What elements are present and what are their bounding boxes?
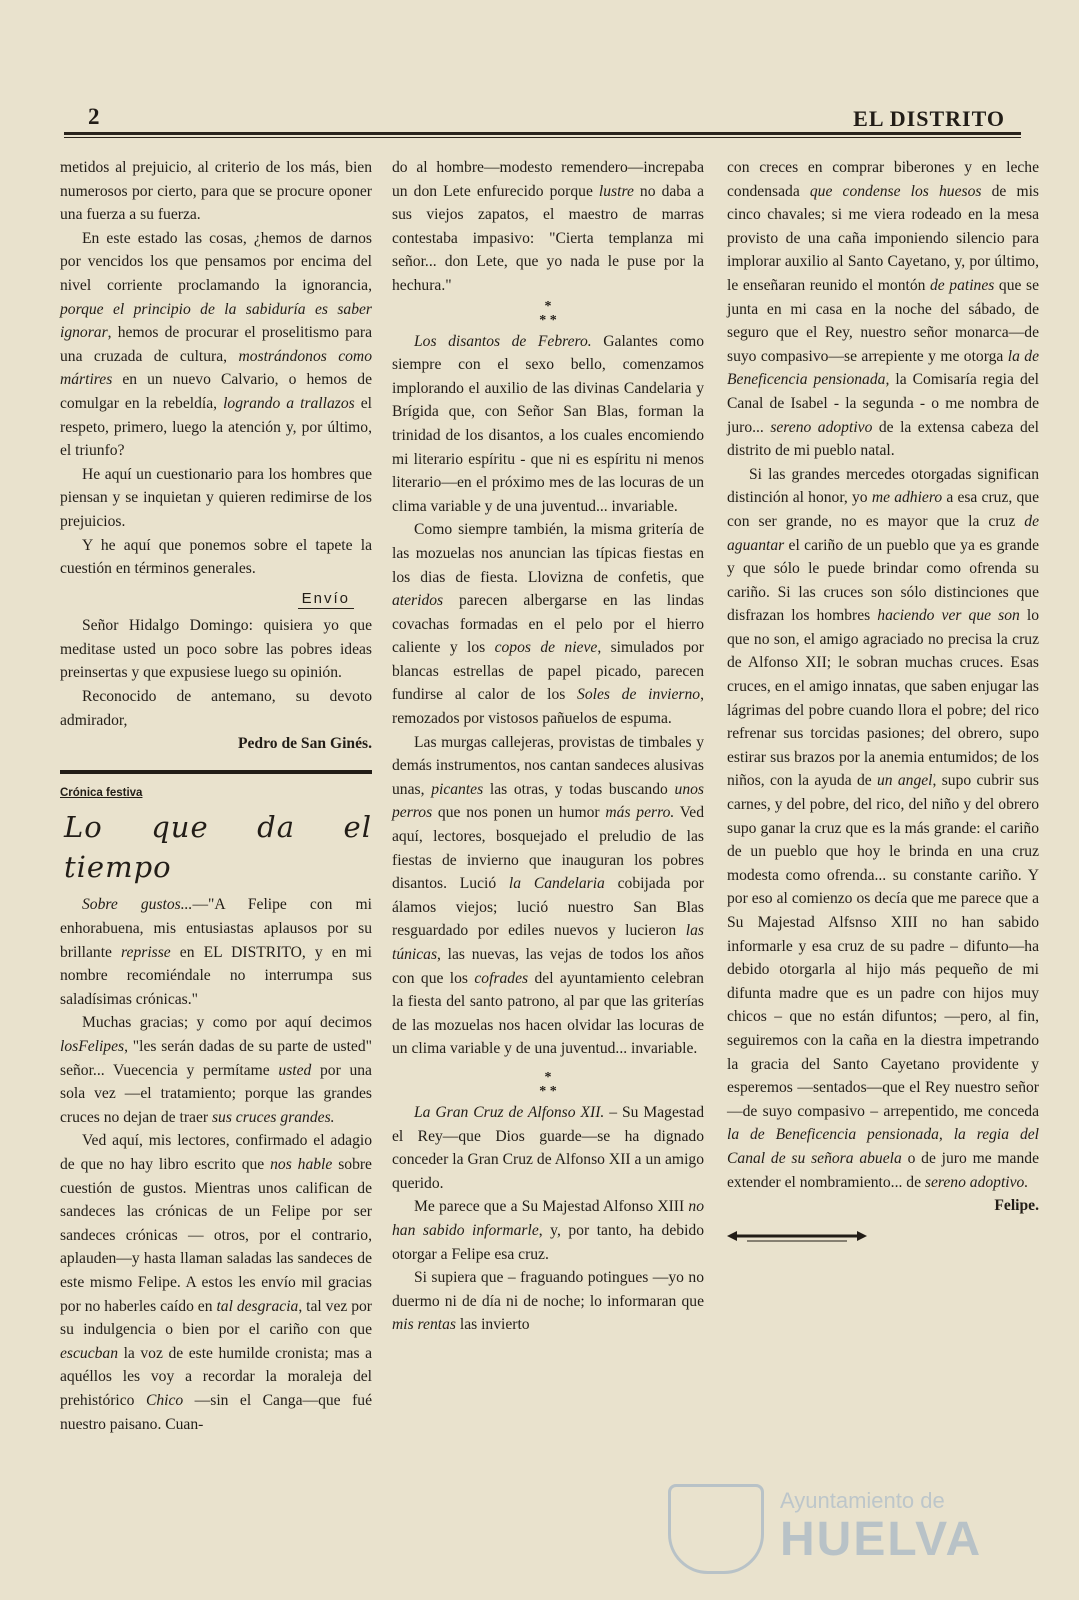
paragraph: Los disantos de Febrero. Galantes como siempre con el sexo bello, comenzamos implorando el auxilio de las divinas Candelaria y Brígida que, con Señor San Blas, forman la trinidad de los disantos, a los cuales encomiendo mi literario espíritu - que ni es espíritu ni menos literario—en el próximo mes de las locuras de un clima variable y de una juventud... invariable.	[392, 332, 705, 515]
paragraph: Reconocido de antemano, su devoto admirador,	[60, 688, 372, 729]
section-divider	[60, 770, 372, 774]
column-1	[60, 156, 372, 1436]
paragraph: Ved aquí, mis lectores, confirmado el adagio de que no hay libro escrito que nos hable sobre cuestión de gustos. Mientras unos califican de sandeces las crónicas de un Felipe por ser sandeces crónicas — otros, por el contrario, aplauden—y hasta llaman saladas las sandeces de este mismo Felipe. A estos les envío mil gracias por no haberles caído en tal desgracia, tal vez por su indulgencia o bien por el cariño con que escucban la voz de este humilde cronista; mas a aquéllos les voy a recordar la moraleja del prehistórico Chico —sin el Canga—que fué nuestro paisano. Cuan-	[60, 1132, 373, 1433]
column-2	[392, 156, 704, 1337]
paragraph: Me parece que a Su Majestad Alfonso XIII no han sabido informarle, y, por tanto, ha debido otorgar a Felipe esa cruz.	[392, 1198, 704, 1263]
paragraph: Y he aquí que ponemos sobre el tapete la cuestión en términos generales.	[60, 536, 372, 578]
paragraph: con creces en comprar biberones y en leche condensada que condense los huesos de mis cinco chavales; si me viera rodeado en la mesa provisto de una caña imponiendo silencio para implorar auxilio al Santo Cayetano, y, por último, le enseñaran reunido el montón de patines que se junta en mi casa en la noche del sábado, de seguro que el Rey, nuestro señor monarca—de suyo compasivo—se arrepiente y me otorga la de Beneficencia pensionada, la Comisaría regia del Canal de Isabel - la segunda - o me nombra de juro... sereno adoptivo de la extensa cabeza del distrito de mi pueblo natal.	[727, 159, 1039, 460]
paragraph: Si las grandes mercedes otorgadas significan distinción al honor, yo me adhiero a esa cruz, que con ser grande, no es mayor que la cruz de aguantar el cariño de un pueblo que ya es grande y que sólo le puede brindar como ofrenda su cariño. Si las cruces son sólo distinciones que disfrazan los hombres haciendo ver que son lo que no son, el amigo agraciado no precisa la cruz de Alfonso XII; le sobran muchas cruces. Esas cruces, en el amigo innatas, que saben enjugar las lágrimas del pobre cuando llora el pobre; del rico refrenar sus torcidas pasiones; del obrero, supo estirar sus brazos por la anemia entumidos; de los niños, con la ayuda de un angel, supo cubrir sus carnes, y del pobre, del rico, del niño y del obrero supo ganar la cruz que es la más grande: el cariño de un pueblo que hoy le brinda en una cruz modesta como ofrenda... su constante cariño. Y por eso al comienzo os decía que me parece que a Su Majestad Alfsnso XIII no han sabido informarle y esa cruz de su padre – difunto—ha debido otorgarla al hijo más pequeño de mi difunta madre que es un padre con hijos muy chicos – que no están difuntos; —pero, al fin, seguiremos con la caña en la diestra impetrando la gracia del Santo Cayetano providente y esperemos —sentados—que el Rey nuestro señor —de suyo compasivo – arrepentido, me conceda la de Beneficencia pensionada, la regia del Canal de su señora abuela o de juro me mande extender el nombramiento... de sereno adoptivo.	[727, 465, 1040, 1191]
paragraph: Señor Hidalgo Domingo: quisiera yo que meditase usted un poco sobre las pobres ideas preinsertas y que expusiese luego su opinión.	[60, 617, 372, 682]
paragraph: En este estado las cosas, ¿hemos de darnos por vencidos los que pensamos por encima del nivel corriente proclamando la ignorancia, porque el principio de la sabiduría es saber ignorar, hemos de procurar el proselitismo para una cruzada de cultura, mostrándonos como mártires en un nuevo Calvario, o hemos de comulgar en la rebeldía, logrando a trallazos el respeto, primero, luego la atención y, por último, el triunfo?	[60, 229, 372, 460]
ornament-divider-icon	[727, 1228, 867, 1244]
paragraph: Si supiera que – fraguando potingues —yo no duermo ni de día ni de noche; lo informaran que mis rentas las invierto	[392, 1269, 704, 1334]
column-3	[727, 156, 1039, 1251]
watermark	[668, 1484, 998, 1574]
coat-of-arms-icon	[668, 1484, 764, 1574]
article-title: Lo que da el tiempo	[64, 810, 372, 885]
paragraph: Muchas gracias; y como por aquí decimos losFelipes, "les serán dadas de su parte de usted" señor... Vuecencia y permítame usted por una sola vez —el tratamiento; porque las grandes cruces no dejan de traer sus cruces grandes.	[60, 1014, 372, 1126]
section-stars: * * *	[539, 298, 557, 328]
paragraph: He aquí un cuestionario para los hombres que piensan y se inquietan y quieren redimirse de los prejuicios.	[60, 465, 372, 530]
masthead-title: EL DISTRITO	[853, 106, 1005, 131]
section-label: Crónica festiva	[60, 786, 143, 799]
paragraph: metidos al prejuicio, al criterio de los más, bien numerosos por cierto, para que se procure oponer una fuerza a su fuerza.	[60, 159, 372, 224]
section-stars: * * *	[539, 1069, 557, 1099]
paragraph: Las murgas callejeras, provistas de timbales y demás instrumentos, nos cantan sandeces alusivas unas, picantes las otras, y todas buscando unos perros que nos ponen un humor más perro. Ved aquí, lectores, bosquejado el preludio de las fiestas de invierno que inauguran los pobres disantos. Lució la Candelaria cobijada por álamos viejos; lució nuestro San Blas resguardado por ediles nuevos y lucieron las túnicas, las nuevas, las vejas de todos los años con que los cofrades del ayuntamiento celebran la fiesta del santo patrono, al par que las griterías de las mozuelas nos hacen olvidar las locuras de un clima variable y de una juventud... invariable.	[392, 733, 705, 1058]
paragraph: Sobre gustos...—"A Felipe con mi enhorabuena, mis entusiastas aplausos por su brillante reprisse en EL DISTRITO, y en mi nombre recomiéndale no interrumpa sus saladísimas crónicas."	[60, 896, 372, 1008]
page-number: 2	[88, 104, 100, 129]
envio-heading: Envío	[60, 587, 354, 611]
signature: Felipe.	[994, 1197, 1039, 1215]
paragraph: do al hombre—modesto remendero—increpaba un don Lete enfurecido porque lustre no daba a sus viejos zapatos, el maestro de marras contestaba impasivo: "Cierta templanza mi señor... don Lete, que yo nada le puse por la hechura."	[392, 159, 704, 294]
watermark-line2: HUELVA	[780, 1513, 983, 1566]
paragraph: Como siempre también, la misma gritería de las mozuelas nos anuncian las típicas fiestas en los dias de fiesta. Llovizna de confetis, que ateridos parecen albergarse en las lindas covachas formadas en el pelo por el hierro caliente y los copos de nieve, simulados por blancas estrellas de papel picado, parecen fundirse al calor de los Soles de invierno, remozados por vistosos pañuelos de espuma.	[392, 521, 704, 728]
paragraph: La Gran Cruz de Alfonso XII. – Su Magestad el Rey—que Dios guarde—se ha dignado conceder la Gran Cruz de Alfonso XII a un amigo querido.	[392, 1103, 704, 1192]
watermark-line1: Ayuntamiento de	[780, 1488, 945, 1513]
signature: Pedro de San Ginés.	[237, 735, 372, 753]
header-rule	[64, 132, 1021, 135]
